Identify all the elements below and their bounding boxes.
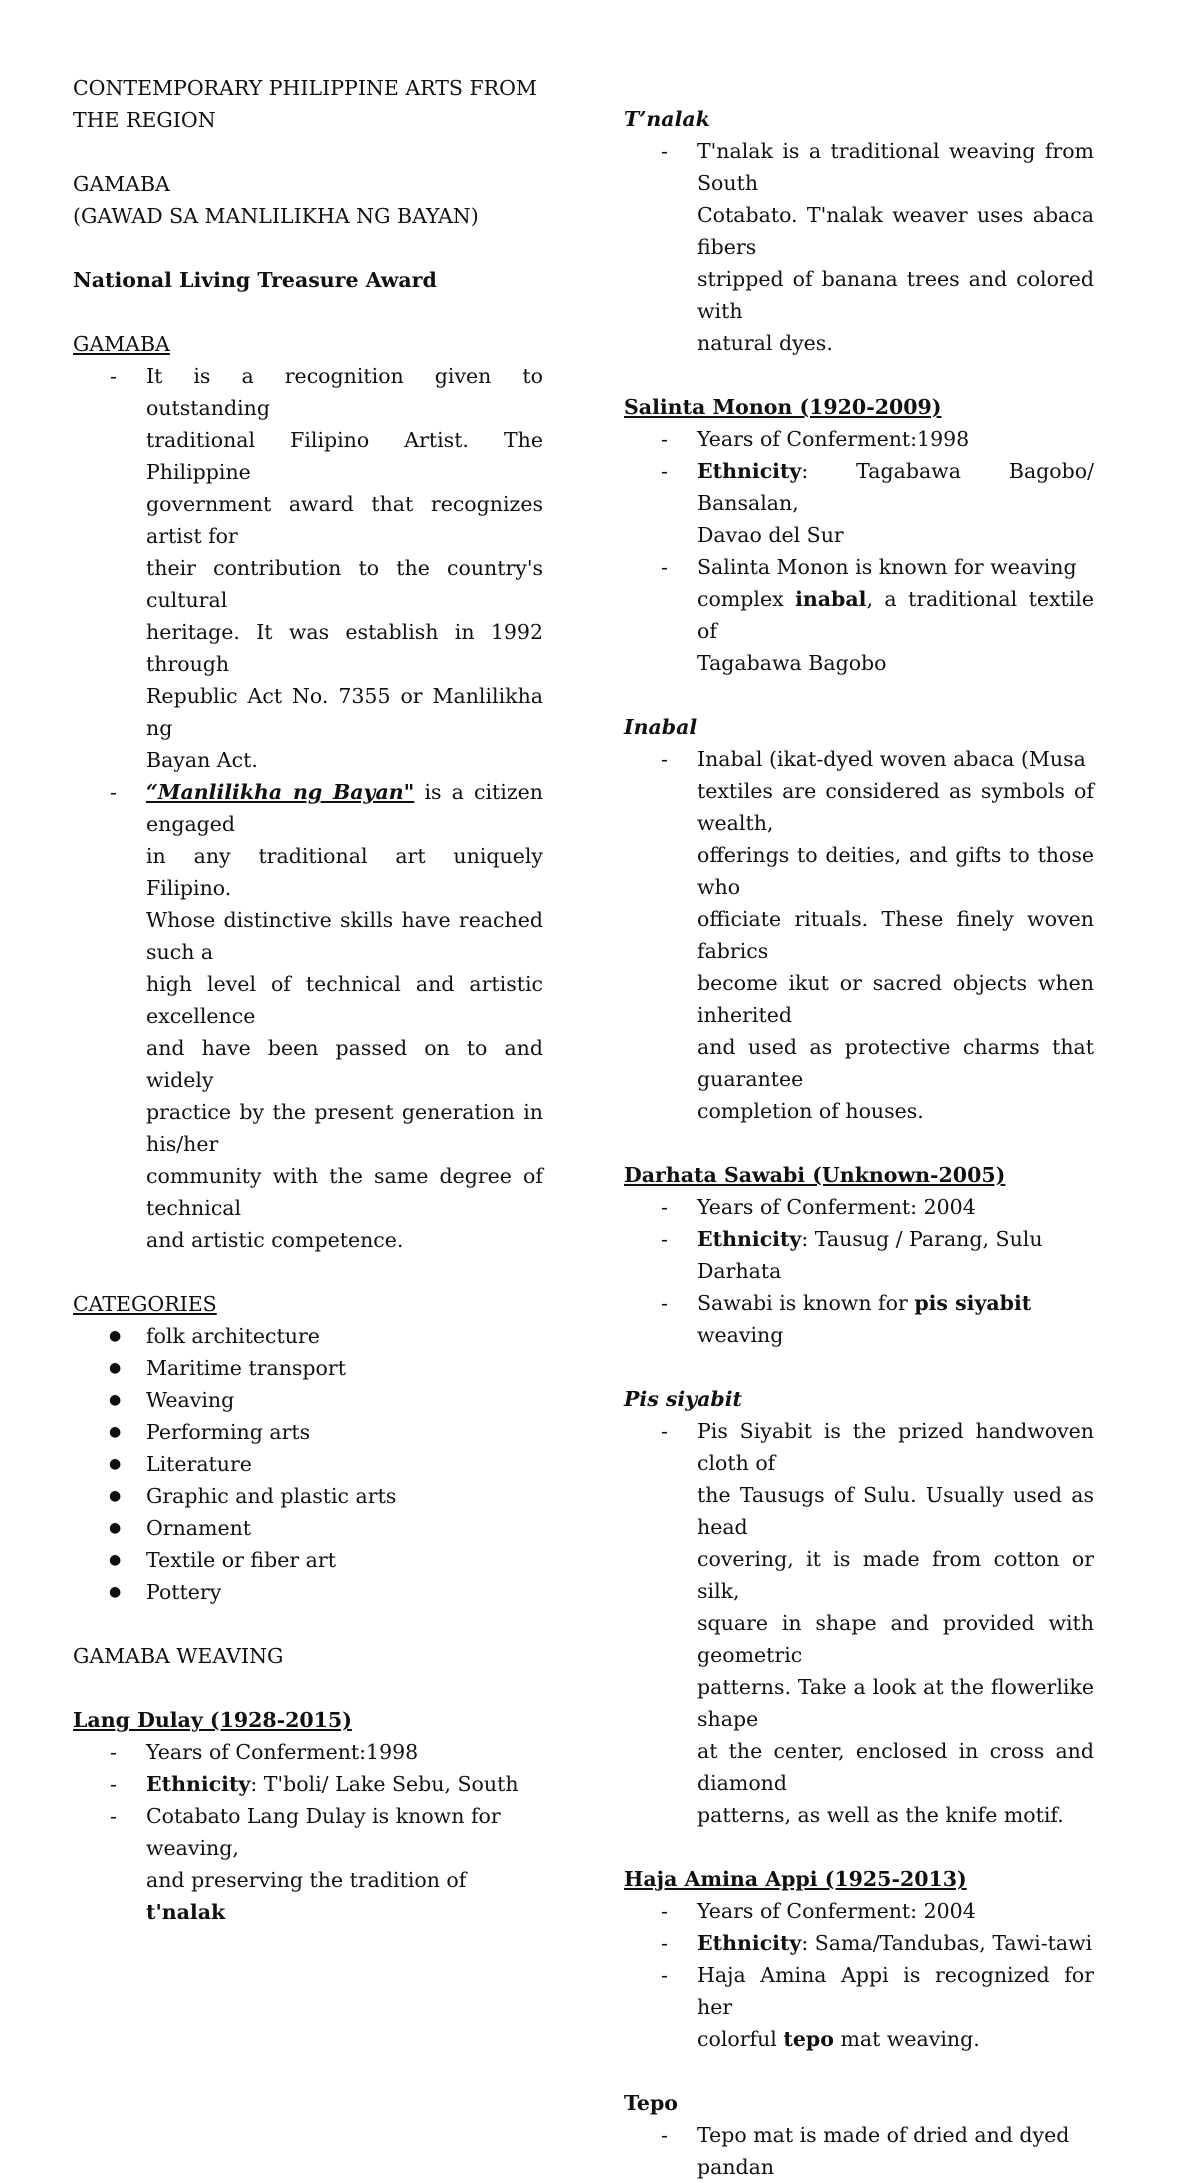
darhata-ethnicity: - Ethnicity: Tausug / Parang, Sulu Darhata: [624, 1223, 1094, 1287]
inabal-heading: Inabal: [624, 715, 698, 739]
dash-marker: -: [661, 1931, 668, 1955]
text-line: covering, it is made from cotton or silk,: [697, 1547, 1094, 1603]
category-item: ● Ornament: [73, 1512, 543, 1544]
text-line: is a citizen engaged: [146, 780, 543, 836]
bullet-marker: ●: [109, 1392, 122, 1408]
text-line: and used as protective charms that guarantee: [697, 1035, 1094, 1091]
lang-dulay-heading: Lang Dulay (1928-2015): [73, 1708, 352, 1732]
weaving-heading: GAMABA WEAVING: [73, 1644, 284, 1668]
right-column: [624, 103, 1094, 2183]
category-item: ● Maritime transport: [73, 1352, 543, 1384]
haja-ethnicity: - Ethnicity: Sama/Tandubas, Tawi-tawi: [624, 1927, 1094, 1959]
salinta-ethnicity: - Ethnicity: Tagabawa Bagobo/ Bansalan, Davao del Sur: [624, 455, 1094, 551]
text-line: square in shape and provided with geometric: [697, 1611, 1094, 1667]
category-item: ● Weaving: [73, 1384, 543, 1416]
tepo-heading: Tepo: [624, 2091, 678, 2115]
dash-marker: -: [661, 139, 668, 163]
doc-title-line-1: CONTEMPORARY PHILIPPINE ARTS FROM: [73, 76, 537, 100]
text-line: in any traditional art uniquely Filipino.: [146, 844, 543, 900]
text-line: completion of houses.: [697, 1099, 924, 1123]
text-line: offerings to deities, and gifts to those who: [697, 843, 1094, 899]
text-line: their contribution to the country's cultural: [146, 556, 543, 612]
salinta-monon-heading: Salinta Monon (1920-2009): [624, 395, 942, 419]
bullet-marker: ●: [109, 1552, 122, 1568]
text-line: Inabal (ikat-dyed woven abaca (Musa: [697, 747, 1086, 771]
dash-marker: -: [661, 1419, 668, 1443]
lang-years: - Years of Conferment:1998: [73, 1736, 543, 1768]
bullet-marker: ●: [109, 1584, 122, 1600]
text-line: patterns. Take a look at the flowerlike shape: [697, 1675, 1094, 1731]
text-line: at the center, enclosed in cross and diamond: [697, 1739, 1094, 1795]
text-line: officiate rituals. These finely woven fabrics: [697, 907, 1094, 963]
manlilikha-term: “Manlilikha ng Bayan": [146, 780, 415, 804]
salinta-years: - Years of Conferment:1998: [624, 423, 1094, 455]
text-line: traditional Filipino Artist. The Philippine: [146, 428, 543, 484]
text-line: community with the same degree of technical: [146, 1164, 543, 1220]
bullet-marker: ●: [109, 1424, 122, 1440]
category-item: ● Literature: [73, 1448, 543, 1480]
dash-marker: -: [110, 780, 117, 804]
haja-known-for: - Haja Amina Appi is recognized for her colorful tepo mat weaving.: [624, 1959, 1094, 2055]
dash-marker: -: [661, 555, 668, 579]
left-column: [73, 72, 543, 1928]
pis-siyabit-heading: Pis siyabit: [624, 1387, 742, 1411]
gamaba-label: GAMABA: [73, 172, 170, 196]
category-item: ● Graphic and plastic arts: [73, 1480, 543, 1512]
dash-marker: -: [661, 427, 668, 451]
text-line: and artistic competence.: [146, 1228, 404, 1252]
dash-marker: -: [661, 1963, 668, 1987]
darhata-known-for: - Sawabi is known for pis siyabit weaving: [624, 1287, 1094, 1351]
text-line: Bayan Act.: [146, 748, 258, 772]
category-item: ● Performing arts: [73, 1416, 543, 1448]
award-title: National Living Treasure Award: [73, 268, 437, 292]
haja-amina-appi-heading: Haja Amina Appi (1925-2013): [624, 1867, 967, 1891]
categories-heading: CATEGORIES: [73, 1292, 217, 1316]
tnalak-description: [624, 135, 1094, 359]
haja-years: - Years of Conferment: 2004: [624, 1895, 1094, 1927]
text-line: become ikut or sacred objects when inherited: [697, 971, 1094, 1027]
tnalak-heading: T’nalak: [624, 107, 710, 131]
lang-known-for: - Cotabato Lang Dulay is known for weaving, and preserving the tradition of t'nalak: [73, 1800, 543, 1928]
dash-marker: -: [661, 1899, 668, 1923]
dash-marker: -: [661, 1227, 668, 1251]
salinta-known-for: - Salinta Monon is known for weaving complex inabal, a traditional textile of Tagabawa Bagobo: [624, 551, 1094, 679]
category-item: ● Pottery: [73, 1576, 543, 1608]
doc-title-line-2: THE REGION: [73, 108, 216, 132]
dash-marker: -: [110, 1740, 117, 1764]
dash-marker: -: [661, 1195, 668, 1219]
inabal-description: [624, 743, 1094, 1127]
dash-marker: -: [110, 364, 117, 388]
bullet-marker: ●: [109, 1328, 122, 1344]
lang-ethnicity: - Ethnicity: T'boli/ Lake Sebu, South: [73, 1768, 543, 1800]
pis-siyabit-description: [624, 1415, 1094, 1831]
gamaba-heading: GAMABA: [73, 332, 170, 356]
darhata-years: - Years of Conferment: 2004: [624, 1191, 1094, 1223]
gamaba-full-name: (GAWAD SA MANLILIKHA NG BAYAN): [73, 204, 479, 228]
bullet-marker: ●: [109, 1456, 122, 1472]
text-line: practice by the present generation in his/her: [146, 1100, 543, 1156]
darhata-sawabi-heading: Darhata Sawabi (Unknown-2005): [624, 1163, 1006, 1187]
gamaba-definition: [73, 360, 543, 776]
manlilikha-definition: [73, 776, 543, 1256]
text-line: Pis Siyabit is the prized handwoven cloth of: [697, 1419, 1094, 1475]
dash-marker: -: [110, 1804, 117, 1828]
text-line: T'nalak is a traditional weaving from South: [697, 139, 1094, 195]
text-line: Republic Act No. 7355 or Manlilikha ng: [146, 684, 543, 740]
dash-marker: -: [661, 1291, 668, 1315]
tepo-description: - Tepo mat is made of dried and dyed pandan: [624, 2119, 1094, 2183]
text-line: government award that recognizes artist for: [146, 492, 543, 548]
text-line: Whose distinctive skills have reached such a: [146, 908, 543, 964]
category-item: ● folk architecture: [73, 1320, 543, 1352]
dash-marker: -: [110, 1772, 117, 1796]
text-line: and have been passed on to and widely: [146, 1036, 543, 1092]
text-line: It is a recognition given to outstanding: [146, 364, 543, 420]
text-line: high level of technical and artistic excellence: [146, 972, 543, 1028]
text-line: patterns, as well as the knife motif.: [697, 1803, 1064, 1827]
dash-marker: -: [661, 2123, 668, 2147]
bullet-marker: ●: [109, 1488, 122, 1504]
text-line: stripped of banana trees and colored with: [697, 267, 1094, 323]
text-line: natural dyes.: [697, 331, 833, 355]
dash-marker: -: [661, 459, 668, 483]
bullet-marker: ●: [109, 1520, 122, 1536]
text-line: the Tausugs of Sulu. Usually used as head: [697, 1483, 1094, 1539]
text-line: Cotabato. T'nalak weaver uses abaca fibers: [697, 203, 1094, 259]
category-item: ● Textile or fiber art: [73, 1544, 543, 1576]
dash-marker: -: [661, 747, 668, 771]
text-line: textiles are considered as symbols of wealth,: [697, 779, 1094, 835]
text-line: heritage. It was establish in 1992 through: [146, 620, 543, 676]
bullet-marker: ●: [109, 1360, 122, 1376]
